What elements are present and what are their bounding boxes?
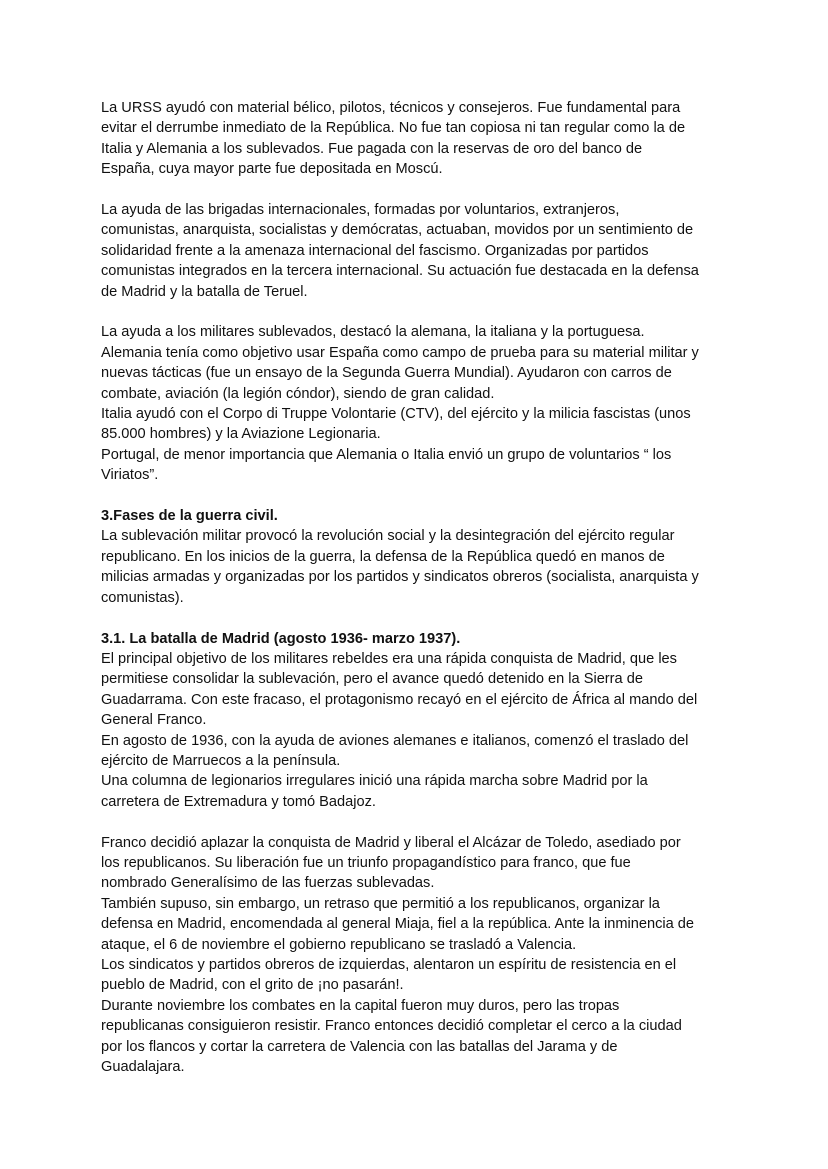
text-line: milicias armadas y organizadas por los partidos y sindicatos obreros (socialista, anarquista y xyxy=(101,569,699,586)
text-line: nuevas tácticas (fue un ensayo de la Segunda Guerra Mundial). Ayudaron con carros de xyxy=(101,365,672,382)
text-line: carretera de Extremadura y tomó Badajoz. xyxy=(101,793,376,810)
text-line: los republicanos. Su liberación fue un triunfo propagandístico para franco, que fue xyxy=(101,854,631,871)
section-heading: 3.Fases de la guerra civil. xyxy=(101,508,278,525)
section-war-phases xyxy=(101,506,731,608)
text-line: Guadalajara. xyxy=(101,1059,185,1076)
paragraph-urss-aid xyxy=(101,98,731,180)
text-line: Los sindicatos y partidos obreros de izquierdas, alentaron un espíritu de resistencia en el xyxy=(101,956,677,973)
text-line: combate, aviación (la legión cóndor), siendo de gran calidad. xyxy=(101,385,495,402)
text-line: La sublevación militar provocó la revolución social y la desintegración del ejército regular xyxy=(101,528,675,545)
text-line: El principal objetivo de los militares rebeldes era una rápida conquista de Madrid, que les xyxy=(101,650,677,667)
text-line: La ayuda a los militares sublevados, destacó la alemana, la italiana y la portuguesa. xyxy=(101,324,645,341)
text-line: republicano. En los inicios de la guerra, la defensa de la República quedó en manos de xyxy=(101,548,665,565)
text-line: permitiese consolidar la sublevación, pero el avance quedó detenido en la Sierra de xyxy=(101,671,643,688)
text-line: comunistas integrados en la tercera internacional. Su actuación fue destacada en la defensa xyxy=(101,263,699,280)
text-line: defensa en Madrid, encomendada al general Miaja, fiel a la república. Ante la inminencia de xyxy=(101,916,695,933)
text-line: General Franco. xyxy=(101,712,207,729)
text-line: Italia y Alemania a los sublevados. Fue pagada con la reservas de oro del banco de xyxy=(101,140,643,157)
text-line: solidaridad frente a la amenaza internacional del fascismo. Organizadas por partidos xyxy=(101,242,649,259)
text-line: Portugal, de menor importancia que Alemania o Italia envió un grupo de voluntarios “ los xyxy=(101,446,672,463)
text-line: nombrado Generalísimo de las fuerzas sublevadas. xyxy=(101,875,435,892)
text-line: También supuso, sin embargo, un retraso que permitió a los republicanos, organizar la xyxy=(101,895,660,912)
text-line: evitar el derrumbe inmediato de la República. No fue tan copiosa ni tan regular como la de xyxy=(101,120,686,137)
section-battle-of-madrid xyxy=(101,629,731,813)
text-line: 85.000 hombres) y la Aviazione Legionaria. xyxy=(101,426,381,443)
subsection-heading: 3.1. La batalla de Madrid (agosto 1936- marzo 1937). xyxy=(101,630,461,647)
text-line: Guadarrama. Con este fracaso, el protagonismo recayó en el ejército de África al mando del xyxy=(101,691,698,708)
text-line: republicanas consiguieron resistir. Franco entonces decidió completar el cerco a la ciudad xyxy=(101,1018,682,1035)
text-line: ataque, el 6 de noviembre el gobierno republicano se trasladó a Valencia. xyxy=(101,936,577,953)
paragraph-international-brigades xyxy=(101,200,731,302)
text-line: pueblo de Madrid, con el grito de ¡no pasarán!. xyxy=(101,977,404,994)
text-line: comunistas). xyxy=(101,589,184,606)
text-line: La URSS ayudó con material bélico, pilotos, técnicos y consejeros. Fue fundamental para xyxy=(101,100,681,116)
document-page xyxy=(101,98,731,1098)
text-line: España, cuya mayor parte fue depositada en Moscú. xyxy=(101,161,443,178)
paragraph-rebel-aid xyxy=(101,322,731,485)
paragraph-franco-toledo xyxy=(101,833,731,1078)
text-line: de Madrid y la batalla de Teruel. xyxy=(101,283,308,300)
text-line: Franco decidió aplazar la conquista de Madrid y liberal el Alcázar de Toledo, asediado por xyxy=(101,834,681,851)
text-line: ejército de Marruecos a la península. xyxy=(101,752,341,769)
text-line: Durante noviembre los combates en la capital fueron muy duros, pero las tropas xyxy=(101,997,620,1014)
text-line: Alemania tenía como objetivo usar España como campo de prueba para su material militar y xyxy=(101,344,699,361)
text-line: Italia ayudó con el Corpo di Truppe Volontarie (CTV), del ejército y la milicia fascistas (unos xyxy=(101,406,691,423)
text-line: La ayuda de las brigadas internacionales, formadas por voluntarios, extranjeros, xyxy=(101,202,620,219)
text-line: Viriatos”. xyxy=(101,467,159,484)
text-line: comunistas, anarquista, socialistas y demócratas, actuaban, movidos por un sentimiento de xyxy=(101,222,694,239)
text-line: por los flancos y cortar la carretera de Valencia con las batallas del Jarama y de xyxy=(101,1038,618,1055)
text-line: En agosto de 1936, con la ayuda de aviones alemanes e italianos, comenzó el traslado del xyxy=(101,732,689,749)
text-line: Una columna de legionarios irregulares inició una rápida marcha sobre Madrid por la xyxy=(101,773,648,790)
